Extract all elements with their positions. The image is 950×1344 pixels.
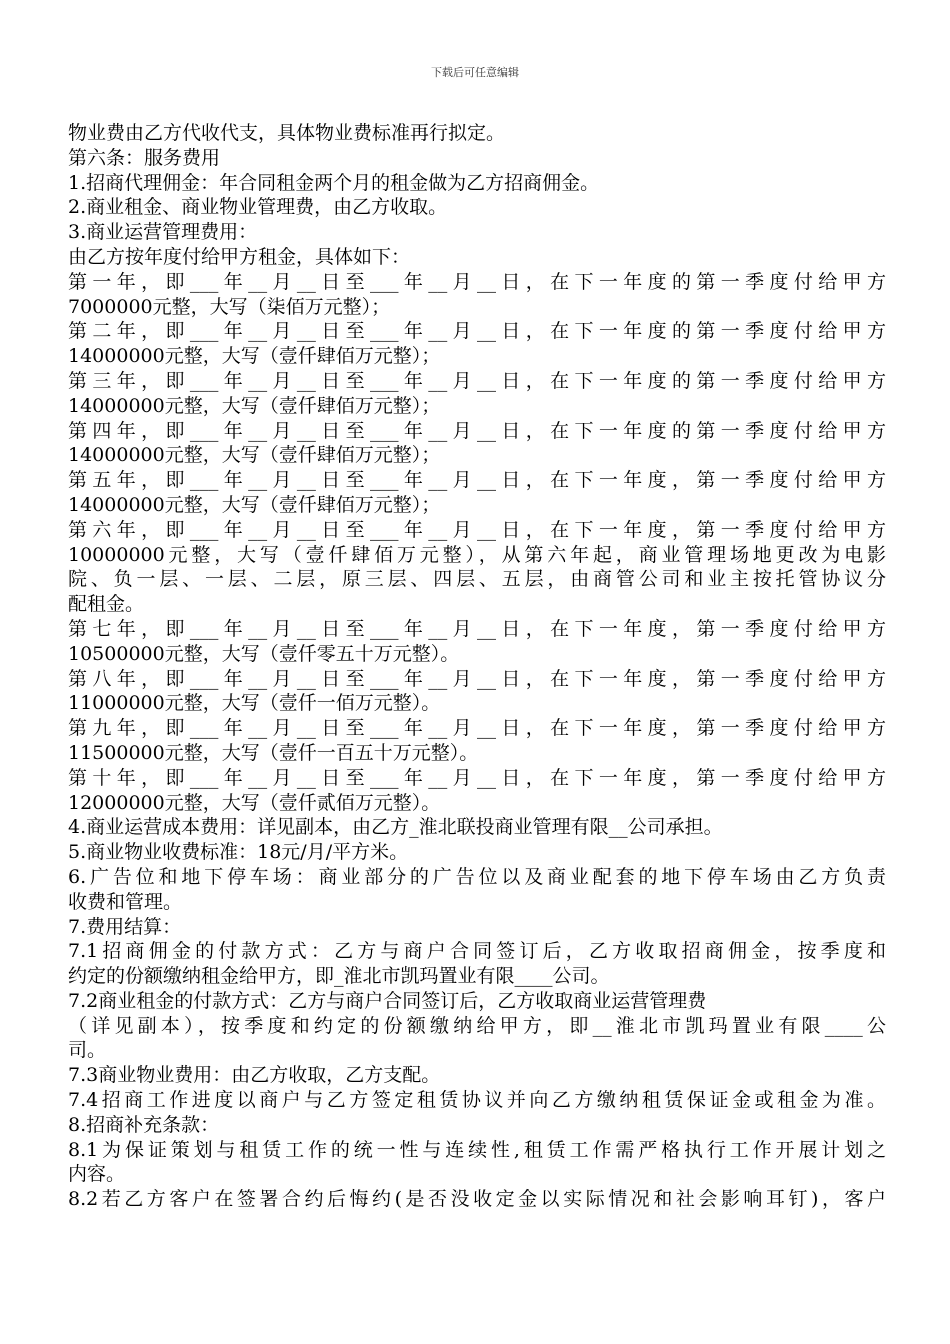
document-line: 第三年，即___年__月__日至___年__月__日，在下一年度的第一季度付给甲方 xyxy=(68,369,886,392)
document-line: 第一年，即___年__月__日至___年__月__日，在下一年度的第一季度付给甲方 xyxy=(68,270,886,293)
document-line: 14000000元整，大写（壹仟肆佰万元整）； xyxy=(68,493,441,516)
document-line: 7.费用结算： xyxy=(68,915,182,938)
document-line: 第六条：服务费用 xyxy=(68,146,221,169)
document-body xyxy=(68,121,886,1212)
document-line: 配租金。 xyxy=(68,593,145,616)
document-line: 14000000元整，大写（壹仟肆佰万元整）； xyxy=(68,394,441,417)
document-line: 7000000元整，大写（柒佰万元整）； xyxy=(68,295,391,318)
document-line: 14000000元整，大写（壹仟肆佰万元整）； xyxy=(68,444,441,467)
document-line: 7.1招商佣金的付款方式：乙方与商户合同签订后，乙方收取招商佣金，按季度和 xyxy=(68,940,886,963)
document-line: 1.招商代理佣金：年合同租金两个月的租金做为乙方招商佣金。 xyxy=(68,171,600,194)
document-line: 第四年，即___年__月__日至___年__月__日，在下一年度的第一季度付给甲方 xyxy=(68,419,886,442)
document-line: 4.商业运营成本费用：详见副本，由乙方_淮北联投商业管理有限__公司承担。 xyxy=(68,816,723,839)
document-line: 11500000元整，大写（壹仟一百五十万元整）。 xyxy=(68,741,479,764)
document-line: 第五年，即___年__月__日至___年__月__日，在下一年度，第一季度付给甲方 xyxy=(68,469,886,492)
document-line: 8.1为保证策划与租赁工作的统一性与连续性,租赁工作需严格执行工作开展计划之 xyxy=(68,1138,886,1161)
document-line: 3.商业运营管理费用： xyxy=(68,221,258,244)
document-line: 第六年，即___年__月__日至___年__月__日，在下一年度，第一季度付给甲方 xyxy=(68,518,886,541)
document-line: 物业费由乙方代收代支，具体物业费标准再行拟定。 xyxy=(68,122,506,144)
document-line: 由乙方按年度付给甲方租金，具体如下： xyxy=(68,245,411,268)
document-line: 约定的份额缴纳租金给甲方，即_淮北市凯玛置业有限____公司。 xyxy=(68,965,610,988)
document-line: 10000000元整，大写（壹仟肆佰万元整），从第六年起，商业管理场地更改为电影 xyxy=(68,543,886,566)
document-line: 收费和管理。 xyxy=(68,890,183,913)
document-line: 6.广告位和地下停车场：商业部分的广告位以及商业配套的地下停车场由乙方负责 xyxy=(68,865,886,888)
document-line: 7.4招商工作进度以商户与乙方签定租赁协议并向乙方缴纳租赁保证金或租金为准。 xyxy=(68,1089,886,1112)
document-line: 院、负一层、一层、二层，原三层、四层、五层，由商管公司和业主按托管协议分 xyxy=(68,568,886,591)
page-header: 下载后可任意编辑 xyxy=(431,66,519,79)
document-line: 5.商业物业收费标准：18元/月/平方米。 xyxy=(68,841,409,864)
document-line: 2.商业租金、商业物业管理费，由乙方收取。 xyxy=(68,196,448,219)
document-line: 14000000元整，大写（壹仟肆佰万元整）； xyxy=(68,345,441,368)
document-line: 10500000元整，大写（壹仟零五十万元整）。 xyxy=(68,642,460,665)
document-line: 第七年，即___年__月__日至___年__月__日，在下一年度，第一季度付给甲方 xyxy=(68,617,886,640)
document-line: 12000000元整，大写（壹仟贰佰万元整）。 xyxy=(68,791,441,814)
document-line: 11000000元整，大写（壹仟一佰万元整）。 xyxy=(68,692,441,715)
document-line: 内容。 xyxy=(68,1163,126,1186)
document-line: （详见副本），按季度和约定的份额缴纳给甲方，即__淮北市凯玛置业有限____公 xyxy=(68,1014,886,1037)
document-line: 第九年，即___年__月__日至___年__月__日，在下一年度，第一季度付给甲方 xyxy=(68,717,886,740)
document-line: 8.招商补充条款： xyxy=(68,1113,220,1136)
document-line: 第十年，即___年__月__日至___年__月__日，在下一年度，第一季度付给甲方 xyxy=(68,766,886,789)
document-line: 司。 xyxy=(68,1039,107,1062)
document-line: 第八年，即___年__月__日至___年__月__日，在下一年度，第一季度付给甲方 xyxy=(68,667,886,690)
document-line: 7.3商业物业费用：由乙方收取，乙方支配。 xyxy=(68,1064,441,1087)
document-line: 8.2若乙方客户在签署合约后悔约(是否没收定金以实际情况和社会影响耳钉)，客户 xyxy=(68,1188,886,1211)
document-line: 7.2商业租金的付款方式：乙方与商户合同签订后，乙方收取商业运营管理费 xyxy=(68,989,707,1012)
document-line: 第二年，即___年__月__日至___年__月__日，在下一年度的第一季度付给甲方 xyxy=(68,320,886,343)
